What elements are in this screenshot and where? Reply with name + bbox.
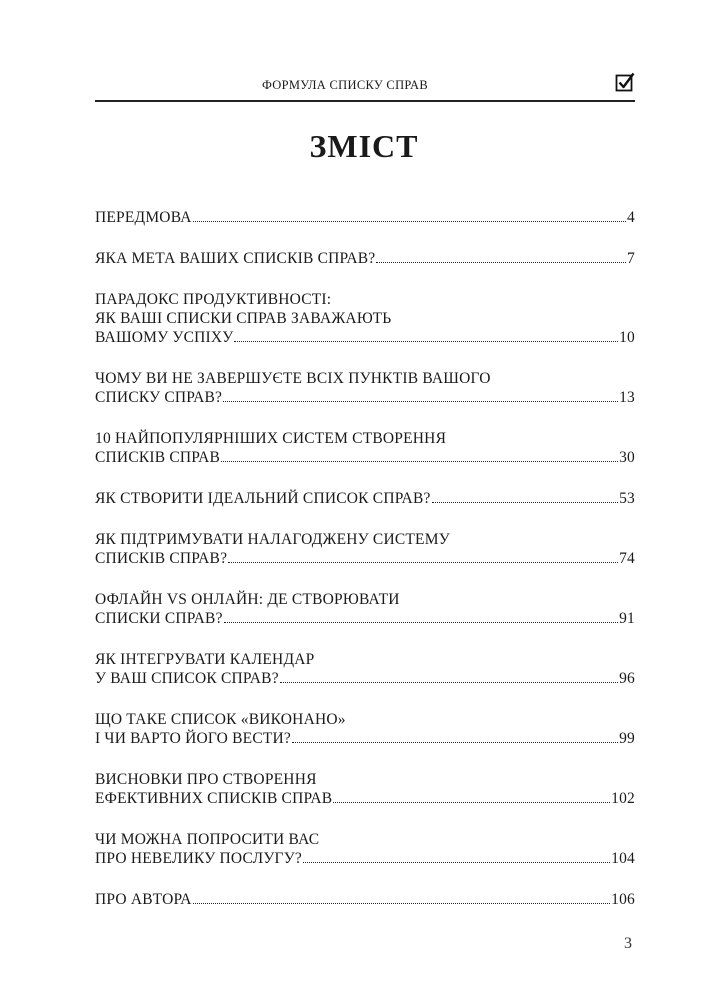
toc-entry-title: ПРО АВТОРА: [95, 891, 192, 908]
toc-page-number: 91: [619, 610, 635, 627]
toc-page-number: 99: [619, 730, 635, 747]
toc-entry-last-line: [95, 789, 635, 808]
toc-entry-last-line: [95, 388, 635, 407]
running-header: [95, 70, 635, 102]
toc-entry-title: СПИСКІВ СПРАВ?: [95, 550, 228, 567]
toc-entry-title: СПИСКІВ СПРАВ: [95, 449, 221, 466]
toc-entry-title: СПИСКИ СПРАВ?: [95, 610, 223, 627]
page-number: 3: [624, 935, 632, 952]
toc-entry-title: ЯК СТВОРИТИ ІДЕАЛЬНИЙ СПИСОК СПРАВ?: [95, 490, 431, 507]
toc-entry[interactable]: [95, 650, 635, 688]
toc-entry-last-line: [95, 849, 635, 868]
dot-leader: [432, 489, 619, 503]
toc-entry-line: ВИСНОВКИ ПРО СТВОРЕННЯ: [95, 771, 317, 788]
toc-entry-line: ЧОМУ ВИ НЕ ЗАВЕРШУЄТЕ ВСІХ ПУНКТІВ ВАШОГО: [95, 370, 491, 387]
toc-entry[interactable]: [95, 290, 635, 347]
toc-entry-last-line: [95, 669, 635, 688]
dot-leader: [228, 549, 618, 563]
toc-page-number: 96: [619, 670, 635, 687]
checkbox-checked-icon: [615, 72, 635, 92]
dot-leader: [193, 890, 610, 904]
table-of-contents: [95, 208, 635, 931]
toc-page-number: 13: [619, 389, 635, 406]
toc-page-number: 10: [619, 329, 635, 346]
toc-entry-last-line: [95, 448, 635, 467]
toc-entry-line: ЯК ІНТЕГРУВАТИ КАЛЕНДАР: [95, 651, 315, 668]
toc-page-number: 74: [619, 550, 635, 567]
toc-entry-last-line: [95, 549, 635, 568]
toc-entry-line: ПАРАДОКС ПРОДУКТИВНОСТІ:: [95, 291, 332, 308]
dot-leader: [224, 609, 618, 623]
toc-entry-title: ВАШОМУ УСПІХУ: [95, 329, 234, 346]
page-title: ЗМІСТ: [309, 128, 419, 164]
dot-leader: [221, 448, 618, 462]
toc-entry-title: ПРО НЕВЕЛИКУ ПОСЛУГУ?: [95, 850, 302, 867]
toc-entry-line: ЧИ МОЖНА ПОПРОСИТИ ВАС: [95, 831, 320, 848]
toc-page-number: 7: [627, 250, 635, 267]
toc-entry[interactable]: [95, 830, 635, 868]
toc-entry[interactable]: [95, 590, 635, 628]
toc-entry-last-line: [95, 328, 635, 347]
toc-entry-title: ЕФЕКТИВНИХ СПИСКІВ СПРАВ: [95, 790, 333, 807]
toc-entry[interactable]: [95, 530, 635, 568]
dot-leader: [280, 669, 618, 683]
toc-entry[interactable]: [95, 770, 635, 808]
toc-entry-last-line: [95, 729, 635, 748]
toc-entry-last-line: [95, 249, 635, 268]
toc-entry-title: І ЧИ ВАРТО ЙОГО ВЕСТИ?: [95, 730, 291, 747]
dot-leader: [223, 388, 618, 402]
dot-leader: [333, 789, 610, 803]
toc-entry[interactable]: [95, 208, 635, 227]
toc-entry-last-line: [95, 890, 635, 909]
dot-leader: [303, 849, 610, 863]
toc-page-number: 4: [627, 209, 635, 226]
toc-entry-last-line: [95, 208, 635, 227]
toc-entry[interactable]: [95, 429, 635, 467]
toc-entry-title: ПЕРЕДМОВА: [95, 209, 192, 226]
dot-leader: [234, 328, 618, 342]
toc-page-number: 30: [619, 449, 635, 466]
toc-entry-last-line: [95, 489, 635, 508]
toc-entry-line: ЯК ПІДТРИМУВАТИ НАЛАГОДЖЕНУ СИСТЕМУ: [95, 531, 450, 548]
toc-entry-line: ЯК ВАШІ СПИСКИ СПРАВ ЗАВАЖАЮТЬ: [95, 310, 392, 327]
toc-entry[interactable]: [95, 249, 635, 268]
dot-leader: [376, 249, 626, 263]
running-title: ФОРМУЛА СПИСКУ СПРАВ: [261, 78, 429, 92]
toc-entry[interactable]: [95, 489, 635, 508]
toc-entry-title: ЯКА МЕТА ВАШИХ СПИСКІВ СПРАВ?: [95, 250, 376, 267]
toc-entry[interactable]: [95, 710, 635, 748]
dot-leader: [292, 729, 618, 743]
toc-entry[interactable]: [95, 369, 635, 407]
toc-entry-line: 10 НАЙПОПУЛЯРНІШИХ СИСТЕМ СТВОРЕННЯ: [95, 430, 447, 447]
toc-entry-title: СПИСКУ СПРАВ?: [95, 389, 223, 406]
toc-entry-last-line: [95, 609, 635, 628]
toc-page-number: 53: [619, 490, 635, 507]
toc-entry-title: У ВАШ СПИСОК СПРАВ?: [95, 670, 279, 687]
toc-page-number: 104: [611, 850, 635, 867]
toc-entry-line: ОФЛАЙН VS ОНЛАЙН: ДЕ СТВОРЮВАТИ: [95, 591, 400, 608]
toc-entry-line: ЩО ТАКЕ СПИСОК «ВИКОНАНО»: [95, 711, 346, 728]
toc-page-number: 102: [611, 790, 635, 807]
toc-entry[interactable]: [95, 890, 635, 909]
dot-leader: [193, 208, 626, 222]
toc-page-number: 106: [611, 891, 635, 908]
